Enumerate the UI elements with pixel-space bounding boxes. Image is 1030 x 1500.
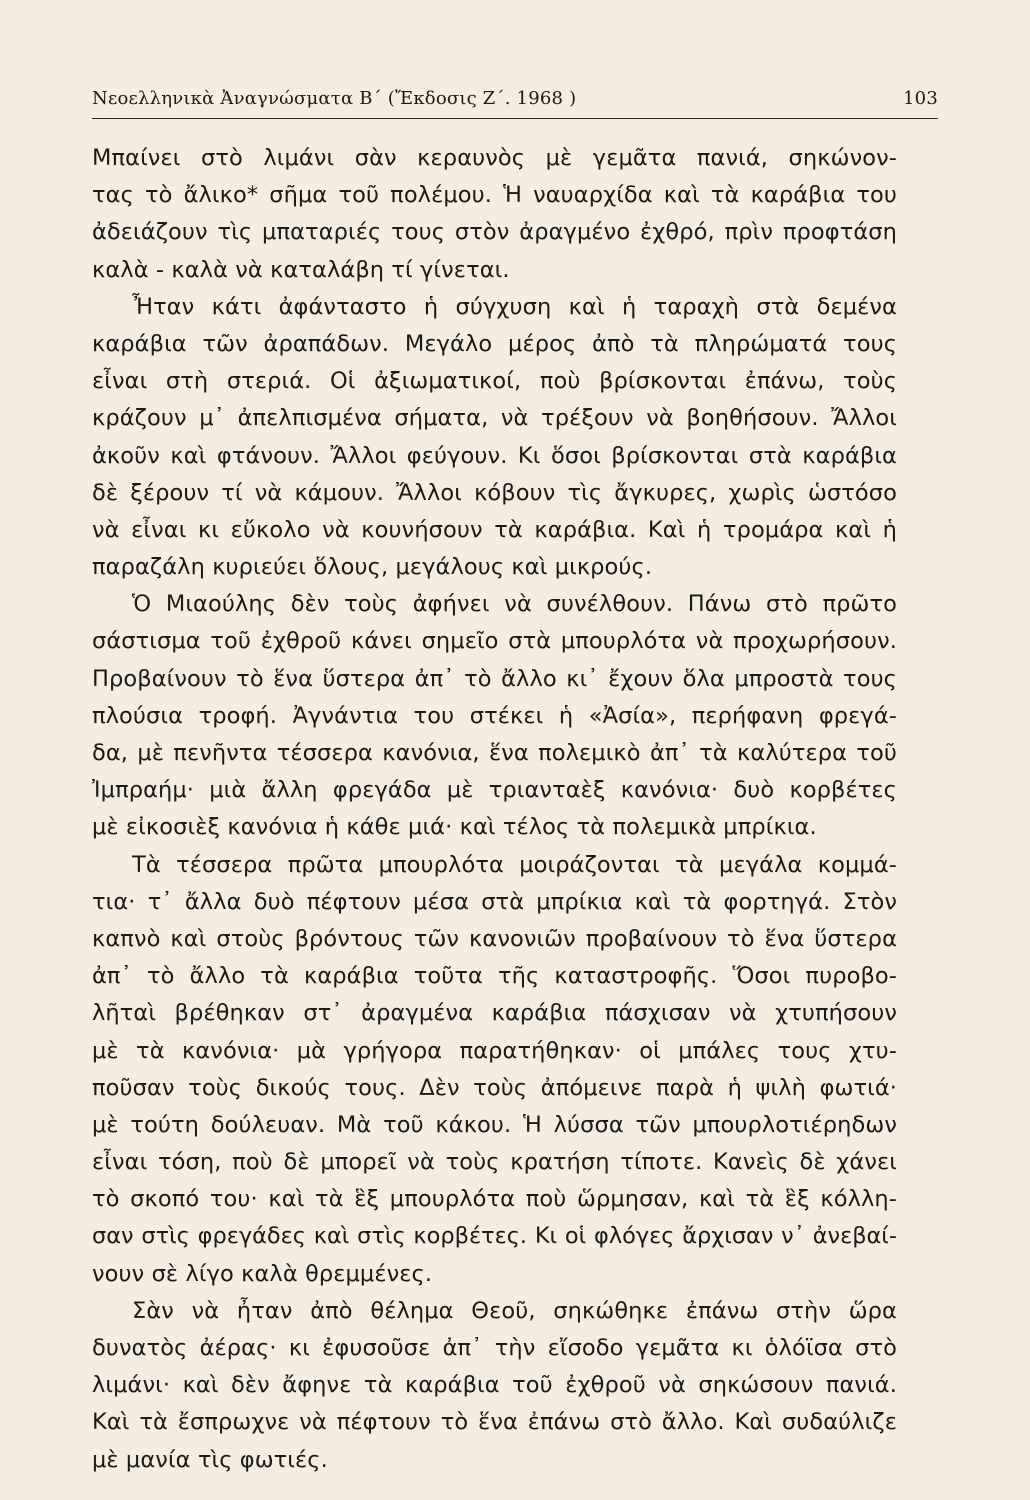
text-line: Σὰν νὰ ἦταν ἀπὸ θέλημα Θεοῦ, σηκώθηκε ἐπάνω στὴν ὥρα — [132, 1297, 897, 1324]
text-line: κράζουν μ᾿ ἀπελπισμένα σήματα, νὰ τρέξουν νὰ βοηθήσουν. Ἄλλοι — [92, 405, 897, 432]
text-line: Ὁ Μιαούλης δὲν τοὺς ἀφήνει νὰ συνέλθουν. Πάνω στὸ πρῶτο — [132, 591, 897, 618]
text-line: Μπαίνει στὸ λιμάνι σὰν κεραυνὸς μὲ γεμᾶτα πανιά, σηκώνον- — [92, 145, 897, 171]
text-line: Ἰμπραήμ· μιὰ ἄλλη φρεγάδα μὲ τριανταὲξ κανόνια· δυὸ κορβέτες — [92, 777, 897, 804]
text-line: Προβαίνουν τὸ ἕνα ὕστερα ἀπ᾿ τὸ ἄλλο κι᾿ ἔχουν ὅλα μπροστὰ τους — [92, 665, 897, 692]
paragraph — [92, 586, 897, 846]
running-header — [92, 88, 938, 118]
header-title: Νεοελληνικὰ Ἀναγνώσματα Β΄ (Ἔκδοσις Ζ΄. 1968 ) — [92, 88, 577, 109]
text-line: λῆταὶ βρέθηκαν στ᾿ ἀραγμένα καράβια πάσχισαν νὰ χτυπήσουν — [92, 1000, 897, 1027]
text-line: Καὶ τὰ ἔσπρωχνε νὰ πέφτουν τὸ ἕνα ἐπάνω στὸ ἄλλο. Καὶ συδαύλιζε — [92, 1409, 897, 1436]
text-line: Τὰ τέσσερα πρῶτα μπουρλότα μοιράζονται τὰ μεγάλα κομμά- — [132, 851, 897, 878]
text-line: νὰ εἶναι κι εὔκολο νὰ κουνήσουν τὰ καράβια. Καὶ ἡ τρομάρα καὶ ἡ — [92, 516, 897, 543]
text-line: εἶναι τόση, ποὺ δὲ μπορεῖ νὰ τοὺς κρατήση τίποτε. Κανεὶς δὲ χάνει — [92, 1149, 897, 1176]
text-line: μὲ μανία τὶς φωτιές. — [92, 1446, 328, 1473]
text-line: μὲ τούτη δούλευαν. Μὰ τοῦ κάκου. Ἡ λύσσα τῶν μπουρλοτιέρηδων — [92, 1111, 897, 1138]
text-line: σαν στὶς φρεγάδες καὶ στὶς κορβέτες. Κι οἱ φλόγες ἄρχισαν ν᾿ ἀνεβαί- — [92, 1223, 897, 1250]
paragraph — [92, 1293, 897, 1479]
text-line: δυνατὸς ἀέρας· κι ἐφυσοῦσε ἀπ᾿ τὴν εἴσοδο γεμᾶτα κι ὁλόϊσα στὸ — [92, 1335, 897, 1361]
text-line: νουν σὲ λίγο καλὰ θρεμμένες. — [92, 1260, 433, 1287]
text-line: ἀδειάζουν τὶς μπαταριές τους στὸν ἀραγμένο ἐχθρό, πρὶν προφτάση — [92, 219, 897, 246]
text-line: Ἦταν κάτι ἀφάνταστο ἡ σύγχυση καὶ ἡ ταραχὴ στὰ δεμένα — [132, 293, 897, 320]
body-text — [92, 140, 897, 1479]
text-line: μὲ τὰ κανόνια· μὰ γρήγορα παρατήθηκαν· οἱ μπάλες τους χτυ- — [92, 1037, 897, 1064]
text-line: ποῦσαν τοὺς δικούς τους. Δὲν τοὺς ἀπόμεινε παρὰ ἡ ψιλὴ φωτιά· — [92, 1074, 897, 1101]
text-line: λιμάνι· καὶ δὲν ἄφηνε τὰ καράβια τοῦ ἐχθροῦ νὰ σηκώσουν πανιά. — [92, 1372, 897, 1399]
text-line: δὲ ξέρουν τί νὰ κάμουν. Ἄλλοι κόβουν τὶς ἄγκυρες, χωρὶς ὡστόσο — [92, 479, 897, 506]
text-line: μὲ εἰκοσιὲξ κανόνια ἡ κάθε μιά· καὶ τέλος τὰ πολεμικὰ μπρίκια. — [92, 814, 817, 841]
paragraph — [92, 289, 897, 587]
text-line: δα, μὲ πενῆντα τέσσερα κανόνια, ἕνα πολεμικὸ ἀπ᾿ τὰ καλύτερα τοῦ — [92, 740, 897, 766]
text-line: εἶναι στὴ στεριά. Οἱ ἀξιωματικοί, ποὺ βρίσκονται ἐπάνω, τοὺς — [92, 368, 897, 395]
header-divider — [92, 118, 938, 119]
paragraph — [92, 140, 897, 289]
text-line: τας τὸ ἄλικο* σῆμα τοῦ πολέμου. Ἡ ναυαρχίδα καὶ τὰ καράβια του — [92, 182, 897, 209]
text-line: ἀπ᾿ τὸ ἄλλο τὰ καράβια τοῦτα τῆς καταστροφῆς. Ὅσοι πυροβο- — [92, 963, 897, 990]
text-line: τια· τ᾿ ἄλλα δυὸ πέφτουν μέσα στὰ μπρίκια καὶ τὰ φορτηγά. Στὸν — [92, 888, 897, 915]
text-line: σάστισμα τοῦ ἐχθροῦ κάνει σημεῖο στὰ μπουρλότα νὰ προχωρήσουν. — [92, 628, 897, 655]
text-line: καράβια τῶν ἀραπάδων. Μεγάλο μέρος ἀπὸ τὰ πληρώματά τους — [92, 330, 897, 357]
paragraph — [92, 847, 897, 1293]
text-line: παραζάλη κυριεύει ὅλους, μεγάλους καὶ μικρούς. — [92, 554, 653, 581]
text-line: καπνὸ καὶ στοὺς βρόντους τῶν κανονιῶν προβαίνουν τὸ ἕνα ὕστερα — [92, 925, 897, 952]
text-line: τὸ σκοπό του· καὶ τὰ ἓξ μπουρλότα ποὺ ὥρμησαν, καὶ τὰ ἓξ κόλλη- — [92, 1186, 897, 1213]
text-line: ἀκοῦν καὶ φτάνουν. Ἄλλοι φεύγουν. Κι ὅσοι βρίσκονται στὰ καράβια — [92, 442, 897, 469]
text-line: καλὰ - καλὰ νὰ καταλάβη τί γίνεται. — [92, 256, 510, 283]
page-number: 103 — [903, 88, 938, 109]
text-line: πλούσια τροφή. Ἀγνάντια του στέκει ἡ «Ἀσία», περήφανη φρεγά- — [92, 702, 897, 729]
